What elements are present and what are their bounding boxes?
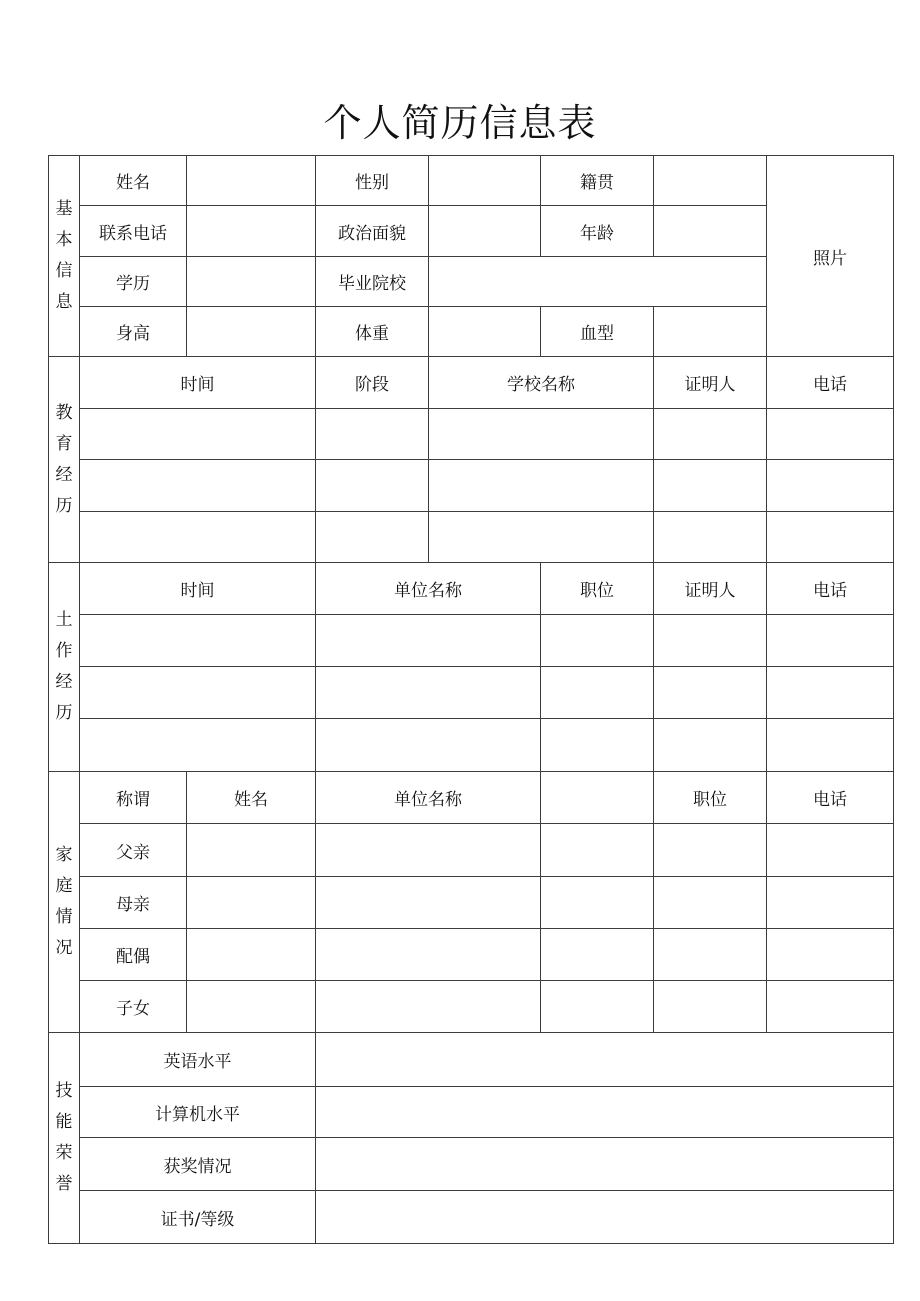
edu-header-school: 学校名称 (429, 357, 654, 409)
work-header-witness: 证明人 (654, 563, 767, 615)
section-family: 家庭情况 (49, 772, 80, 1033)
family-extra-cell[interactable] (541, 824, 654, 877)
work-time-cell[interactable] (80, 667, 316, 719)
skills-row (49, 1191, 894, 1244)
work-phone-cell[interactable] (767, 667, 894, 719)
work-header-phone: 电话 (767, 563, 894, 615)
family-relation-children: 子女 (80, 981, 187, 1033)
label-phone: 联系电话 (80, 206, 187, 257)
edu-header-row (49, 357, 894, 409)
label-name: 姓名 (80, 156, 187, 206)
family-extra-cell[interactable] (541, 877, 654, 929)
family-name-cell[interactable] (187, 877, 316, 929)
field-political-status[interactable] (429, 206, 541, 257)
label-school: 毕业院校 (316, 257, 429, 307)
family-position-cell[interactable] (654, 981, 767, 1033)
label-height: 身高 (80, 307, 187, 357)
section-basic-info: 基本信息 (49, 156, 80, 357)
work-header-time: 时间 (80, 563, 316, 615)
edu-header-time: 时间 (80, 357, 316, 409)
family-phone-cell[interactable] (767, 877, 894, 929)
work-time-cell[interactable] (80, 615, 316, 667)
skill-field-certificates[interactable] (316, 1191, 894, 1244)
skill-field-awards[interactable] (316, 1138, 894, 1191)
skill-field-english[interactable] (316, 1033, 894, 1087)
family-row (49, 929, 894, 981)
basic-row-1 (49, 156, 894, 206)
family-name-cell[interactable] (187, 981, 316, 1033)
family-row (49, 981, 894, 1033)
edu-school-cell[interactable] (429, 512, 654, 563)
field-education[interactable] (187, 257, 316, 307)
family-row (49, 877, 894, 929)
edu-school-cell[interactable] (429, 460, 654, 512)
family-header-row (49, 772, 894, 824)
edu-stage-cell[interactable] (316, 409, 429, 460)
field-school[interactable] (429, 257, 767, 307)
edu-row (49, 409, 894, 460)
field-native-place[interactable] (654, 156, 767, 206)
page-title: 个人简历信息表 (323, 101, 597, 145)
edu-school-cell[interactable] (429, 409, 654, 460)
family-phone-cell[interactable] (767, 981, 894, 1033)
edu-row (49, 460, 894, 512)
work-header-row (49, 563, 894, 615)
field-phone[interactable] (187, 206, 316, 257)
work-company-cell[interactable] (316, 667, 541, 719)
family-header-blank (541, 772, 654, 824)
family-phone-cell[interactable] (767, 929, 894, 981)
work-witness-cell[interactable] (654, 719, 767, 772)
work-position-cell[interactable] (541, 667, 654, 719)
work-position-cell[interactable] (541, 719, 654, 772)
field-blood-type[interactable] (654, 307, 767, 357)
label-weight: 体重 (316, 307, 429, 357)
family-company-cell[interactable] (316, 824, 541, 877)
family-row (49, 824, 894, 877)
edu-stage-cell[interactable] (316, 460, 429, 512)
field-height[interactable] (187, 307, 316, 357)
edu-witness-cell[interactable] (654, 409, 767, 460)
edu-header-stage: 阶段 (316, 357, 429, 409)
family-position-cell[interactable] (654, 877, 767, 929)
label-political-status: 政治面貌 (316, 206, 429, 257)
work-row (49, 667, 894, 719)
label-gender: 性别 (316, 156, 429, 206)
work-header-company: 单位名称 (316, 563, 541, 615)
edu-time-cell[interactable] (80, 512, 316, 563)
skills-row (49, 1087, 894, 1138)
field-age[interactable] (654, 206, 767, 257)
edu-header-witness: 证明人 (654, 357, 767, 409)
field-gender[interactable] (429, 156, 541, 206)
work-row (49, 615, 894, 667)
edu-stage-cell[interactable] (316, 512, 429, 563)
edu-phone-cell[interactable] (767, 409, 894, 460)
family-extra-cell[interactable] (541, 929, 654, 981)
family-header-company: 单位名称 (316, 772, 541, 824)
family-company-cell[interactable] (316, 981, 541, 1033)
work-witness-cell[interactable] (654, 667, 767, 719)
edu-time-cell[interactable] (80, 409, 316, 460)
family-relation-father: 父亲 (80, 824, 187, 877)
work-time-cell[interactable] (80, 719, 316, 772)
section-education: 教育经历 (49, 357, 80, 563)
work-position-cell[interactable] (541, 615, 654, 667)
family-relation-mother: 母亲 (80, 877, 187, 929)
family-name-cell[interactable] (187, 929, 316, 981)
family-position-cell[interactable] (654, 824, 767, 877)
section-work: 土作经历 (49, 563, 80, 772)
edu-phone-cell[interactable] (767, 460, 894, 512)
edu-phone-cell[interactable] (767, 512, 894, 563)
edu-witness-cell[interactable] (654, 460, 767, 512)
family-header-position: 职位 (654, 772, 767, 824)
label-education: 学历 (80, 257, 187, 307)
family-header-name: 姓名 (187, 772, 316, 824)
skills-row (49, 1033, 894, 1087)
skill-label-awards: 获奖情况 (80, 1138, 316, 1191)
family-relation-spouse: 配偶 (80, 929, 187, 981)
label-age: 年龄 (541, 206, 654, 257)
resume-table (48, 155, 894, 1244)
edu-header-phone: 电话 (767, 357, 894, 409)
family-company-cell[interactable] (316, 929, 541, 981)
field-name[interactable] (187, 156, 316, 206)
edu-time-cell[interactable] (80, 460, 316, 512)
skill-label-english: 英语水平 (80, 1033, 316, 1087)
work-phone-cell[interactable] (767, 719, 894, 772)
work-company-cell[interactable] (316, 719, 541, 772)
family-name-cell[interactable] (187, 824, 316, 877)
work-row (49, 719, 894, 772)
field-weight[interactable] (429, 307, 541, 357)
label-blood-type: 血型 (541, 307, 654, 357)
work-phone-cell[interactable] (767, 615, 894, 667)
family-header-relation: 称谓 (80, 772, 187, 824)
family-phone-cell[interactable] (767, 824, 894, 877)
work-header-position: 职位 (541, 563, 654, 615)
skill-label-certificates: 证书/等级 (80, 1191, 316, 1244)
family-extra-cell[interactable] (541, 981, 654, 1033)
photo-box[interactable]: 照片 (767, 156, 894, 357)
edu-row (49, 512, 894, 563)
family-company-cell[interactable] (316, 877, 541, 929)
work-company-cell[interactable] (316, 615, 541, 667)
edu-witness-cell[interactable] (654, 512, 767, 563)
label-native-place: 籍贯 (541, 156, 654, 206)
section-skills: 技能荣誉 (49, 1033, 80, 1244)
work-witness-cell[interactable] (654, 615, 767, 667)
family-position-cell[interactable] (654, 929, 767, 981)
skill-label-computer: 计算机水平 (80, 1087, 316, 1138)
family-header-phone: 电话 (767, 772, 894, 824)
skills-row (49, 1138, 894, 1191)
skill-field-computer[interactable] (316, 1087, 894, 1138)
